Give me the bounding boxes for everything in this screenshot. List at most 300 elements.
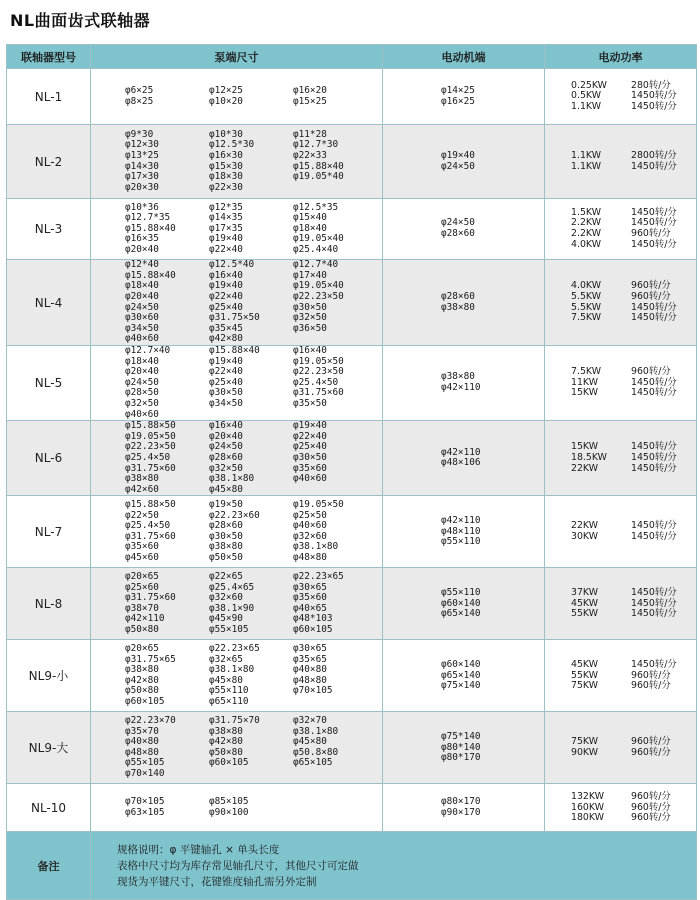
table-body bbox=[7, 69, 697, 832]
power-rpm: 960转/分 bbox=[631, 228, 671, 239]
table-row bbox=[7, 496, 697, 568]
pump-size-columns bbox=[91, 346, 382, 420]
pump-size-value: φ34×50 bbox=[209, 397, 243, 409]
pump-size-value: φ19×50 bbox=[209, 499, 243, 511]
motor-size-value: φ38×80 bbox=[441, 371, 475, 383]
motor-size-cell bbox=[383, 260, 545, 346]
header-model: 联轴器型号 bbox=[7, 45, 91, 69]
pump-size-cell bbox=[91, 496, 383, 568]
pump-size-value: φ42×60 bbox=[125, 483, 159, 495]
pump-size-value: φ25.4×40 bbox=[293, 243, 339, 255]
pump-size-value: φ22×40 bbox=[209, 290, 243, 302]
pump-size-value: φ19.05×50 bbox=[125, 430, 176, 442]
pump-size-value: φ45×80 bbox=[209, 483, 243, 495]
pump-size-value: φ42×80 bbox=[209, 736, 243, 748]
power-kw: 15KW bbox=[571, 441, 599, 453]
motor-size-value: φ28×60 bbox=[441, 228, 475, 239]
power-entry bbox=[571, 609, 696, 620]
pump-size-value: φ15×30 bbox=[209, 160, 243, 172]
power-cell bbox=[545, 346, 697, 421]
pump-size-value: φ30×60 bbox=[125, 312, 159, 324]
pump-size-column bbox=[293, 644, 381, 708]
power-kw: 7.5KW bbox=[571, 312, 601, 324]
power-entry bbox=[571, 532, 696, 543]
pump-size-value: φ38.1×80 bbox=[293, 541, 339, 553]
pump-size-value: φ42×80 bbox=[125, 674, 159, 686]
header-motor-end: 电动机端 bbox=[383, 45, 545, 69]
pump-size-value: φ20×40 bbox=[125, 290, 159, 302]
power-kw: 180KW bbox=[571, 812, 604, 824]
pump-size-column bbox=[125, 86, 209, 107]
pump-size-value: φ70×105 bbox=[293, 685, 333, 697]
motor-size-value: φ60×140 bbox=[441, 597, 481, 609]
power-kw: 132KW bbox=[571, 790, 604, 802]
power-kw: 22KW bbox=[571, 462, 599, 474]
motor-size-value: φ48×106 bbox=[441, 457, 481, 469]
power-kw: 160KW bbox=[571, 801, 604, 813]
pump-size-value: φ55×110 bbox=[209, 685, 249, 697]
power-kw: 1.1KW bbox=[571, 160, 601, 172]
pump-size-value: φ38×80 bbox=[125, 473, 159, 485]
pump-size-value: φ15×25 bbox=[293, 95, 327, 107]
table-row bbox=[7, 346, 697, 421]
power-rpm: 280转/分 bbox=[631, 79, 671, 91]
pump-size-value: φ20×65 bbox=[125, 571, 159, 583]
pump-size-value: φ28×50 bbox=[125, 387, 159, 399]
pump-size-value: φ16×40 bbox=[209, 269, 243, 281]
power-rpm: 1450转/分 bbox=[631, 312, 677, 324]
power-rpm: 2800转/分 bbox=[631, 149, 677, 161]
pump-size-value: φ25.4×50 bbox=[293, 376, 339, 388]
pump-size-cell bbox=[91, 421, 383, 496]
pump-size-value: φ45×80 bbox=[293, 736, 327, 748]
power-rpm: 960转/分 bbox=[631, 366, 671, 378]
pump-size-value: φ30×50 bbox=[293, 301, 327, 313]
power-rpm: 960转/分 bbox=[631, 801, 671, 813]
motor-size-value: φ28×60 bbox=[441, 290, 475, 302]
pump-size-value: φ50×50 bbox=[209, 552, 243, 563]
header-power: 电动功率 bbox=[545, 45, 697, 69]
pump-size-value: φ48*103 bbox=[293, 613, 333, 625]
pump-size-value: φ25.4×50 bbox=[125, 451, 171, 463]
pump-size-value: φ12.5*30 bbox=[209, 139, 255, 151]
pump-size-value: φ32×65 bbox=[209, 653, 243, 665]
motor-size-value: φ42×110 bbox=[441, 446, 481, 458]
table-row bbox=[7, 568, 697, 640]
pump-size-value: φ25×40 bbox=[209, 301, 243, 313]
pump-size-value: φ55×105 bbox=[209, 624, 249, 635]
power-rpm: 960转/分 bbox=[631, 669, 671, 681]
pump-size-value: φ31.75×65 bbox=[125, 653, 176, 665]
table-row bbox=[7, 640, 697, 712]
motor-size-value: φ60×140 bbox=[441, 658, 481, 670]
motor-size-cell bbox=[383, 712, 545, 784]
pump-size-value: φ60×105 bbox=[125, 696, 165, 707]
pump-size-value: φ32×70 bbox=[293, 715, 327, 727]
power-kw: 5.5KW bbox=[571, 290, 601, 302]
model-cell: NL-5 bbox=[7, 346, 91, 421]
note-line: 表格中尺寸均为库存常见轴孔尺寸，其他尺寸可定做 bbox=[117, 859, 359, 872]
pump-size-column bbox=[293, 260, 381, 345]
table-row bbox=[7, 421, 697, 496]
pump-size-columns bbox=[91, 500, 382, 564]
pump-size-value: φ40×60 bbox=[125, 408, 159, 420]
pump-size-column bbox=[293, 572, 381, 636]
pump-size-columns bbox=[91, 572, 382, 636]
note-text bbox=[91, 832, 697, 900]
pump-size-value: φ25×40 bbox=[293, 441, 327, 453]
motor-size-value: φ75*140 bbox=[441, 730, 481, 742]
model-cell: NL-8 bbox=[7, 568, 91, 640]
model-cell: NL9-大 bbox=[7, 712, 91, 784]
pump-size-value: φ16×40 bbox=[209, 420, 243, 432]
pump-size-value: φ25×50 bbox=[293, 509, 327, 521]
pump-size-value: φ32×50 bbox=[293, 312, 327, 324]
pump-size-column bbox=[125, 500, 209, 564]
pump-size-value: φ35×60 bbox=[293, 462, 327, 474]
pump-size-value: φ25.4×50 bbox=[125, 520, 171, 532]
motor-size-value: φ38×80 bbox=[441, 301, 475, 313]
pump-size-value: φ32×60 bbox=[209, 592, 243, 604]
pump-size-value: φ35×50 bbox=[293, 397, 327, 409]
power-rpm: 960转/分 bbox=[631, 736, 671, 748]
pump-size-value: φ15.88×50 bbox=[125, 499, 176, 511]
power-entry bbox=[571, 453, 696, 464]
motor-size-value: φ16×25 bbox=[441, 95, 475, 107]
power-kw: 55KW bbox=[571, 608, 599, 620]
power-kw: 4.0KW bbox=[571, 238, 601, 250]
pump-size-columns bbox=[91, 260, 382, 345]
pump-size-value: φ22.23×50 bbox=[293, 290, 344, 302]
motor-size-value: φ55×110 bbox=[441, 536, 481, 548]
pump-size-value: φ45×80 bbox=[209, 674, 243, 686]
pump-size-value: φ35×45 bbox=[209, 322, 243, 334]
power-kw: 1.5KW bbox=[571, 206, 601, 218]
pump-size-value: φ19.05*40 bbox=[293, 171, 344, 183]
pump-size-columns bbox=[91, 203, 382, 256]
power-kw: 4.0KW bbox=[571, 280, 601, 292]
motor-size-value: φ80*140 bbox=[441, 741, 481, 753]
pump-size-value: φ19×40 bbox=[209, 233, 243, 245]
pump-size-column bbox=[125, 716, 209, 780]
pump-size-value: φ18×30 bbox=[209, 171, 243, 183]
pump-size-value: φ16×35 bbox=[125, 233, 159, 245]
power-kw: 22KW bbox=[571, 520, 599, 532]
table-row bbox=[7, 69, 697, 125]
power-kw: 75KW bbox=[571, 680, 599, 692]
pump-size-value: φ31.75×60 bbox=[125, 530, 176, 542]
model-cell: NL-10 bbox=[7, 784, 91, 832]
pump-size-column bbox=[293, 797, 381, 818]
pump-size-value: φ50×80 bbox=[125, 685, 159, 697]
pump-size-column bbox=[125, 644, 209, 708]
pump-size-value: φ38×80 bbox=[209, 541, 243, 553]
pump-size-value: φ38.1×90 bbox=[209, 602, 255, 614]
pump-size-value: φ20×40 bbox=[125, 243, 159, 255]
pump-size-column bbox=[209, 797, 293, 818]
pump-size-cell bbox=[91, 260, 383, 346]
pump-size-value: φ40×60 bbox=[293, 473, 327, 485]
model-cell: NL-4 bbox=[7, 260, 91, 346]
pump-size-column bbox=[293, 716, 381, 780]
pump-size-value: φ22.23×70 bbox=[125, 715, 176, 727]
pump-size-value: φ60×105 bbox=[293, 624, 333, 635]
motor-size-cell bbox=[383, 69, 545, 125]
power-rpm: 1450转/分 bbox=[631, 586, 677, 598]
pump-size-column bbox=[209, 500, 293, 564]
pump-size-value: φ15.88×40 bbox=[293, 160, 344, 172]
pump-size-value: φ38×80 bbox=[209, 725, 243, 737]
power-entry bbox=[571, 388, 696, 399]
power-cell bbox=[545, 568, 697, 640]
pump-size-value: φ15×40 bbox=[293, 212, 327, 224]
pump-size-column bbox=[209, 260, 293, 345]
motor-size-cell bbox=[383, 421, 545, 496]
power-entry bbox=[571, 240, 696, 251]
pump-size-column bbox=[125, 421, 209, 495]
pump-size-value: φ48×80 bbox=[125, 746, 159, 758]
pump-size-value: φ10*30 bbox=[209, 128, 243, 140]
pump-size-value: φ55×105 bbox=[125, 757, 165, 769]
pump-size-value: φ31.75×60 bbox=[125, 462, 176, 474]
pump-size-value: φ22.23×60 bbox=[209, 509, 260, 521]
note-line: 现货为平键尺寸，花键锥度轴孔需另外定制 bbox=[117, 875, 317, 888]
pump-size-value: φ25×60 bbox=[125, 581, 159, 593]
motor-size-value: φ24×50 bbox=[441, 217, 475, 229]
power-entry bbox=[571, 588, 696, 599]
pump-size-value: φ32×60 bbox=[293, 530, 327, 542]
motor-size-cell bbox=[383, 568, 545, 640]
pump-size-column bbox=[125, 797, 209, 818]
power-cell bbox=[545, 260, 697, 346]
motor-size-cell bbox=[383, 784, 545, 832]
power-kw: 1.1KW bbox=[571, 149, 601, 161]
pump-size-column bbox=[293, 421, 381, 495]
power-rpm: 1450转/分 bbox=[631, 530, 677, 542]
pump-size-value: φ12*40 bbox=[125, 259, 159, 271]
pump-size-column bbox=[293, 86, 381, 107]
pump-size-column bbox=[293, 500, 381, 564]
motor-size-value: φ80*170 bbox=[441, 752, 481, 764]
pump-size-value: φ17×30 bbox=[125, 171, 159, 183]
pump-size-value: φ17×35 bbox=[209, 222, 243, 234]
motor-size-cell bbox=[383, 640, 545, 712]
model-cell: NL-1 bbox=[7, 69, 91, 125]
pump-size-value: φ48×80 bbox=[293, 552, 327, 563]
pump-size-value: φ48×80 bbox=[293, 674, 327, 686]
power-entry bbox=[571, 102, 696, 113]
model-cell: NL-2 bbox=[7, 125, 91, 199]
pump-size-value: φ12.5*35 bbox=[293, 201, 339, 213]
note-label: 备注 bbox=[7, 832, 91, 900]
pump-size-value: φ45×90 bbox=[209, 613, 243, 625]
pump-size-cell bbox=[91, 69, 383, 125]
pump-size-value: φ32×50 bbox=[125, 397, 159, 409]
motor-size-value: φ65×140 bbox=[441, 608, 481, 620]
pump-size-value: φ30×50 bbox=[293, 451, 327, 463]
power-rpm: 1450转/分 bbox=[631, 217, 677, 229]
power-rpm: 1450转/分 bbox=[631, 658, 677, 670]
pump-size-value: φ19.05×40 bbox=[293, 233, 344, 245]
pump-size-value: φ40×60 bbox=[293, 520, 327, 532]
pump-size-value: φ40×65 bbox=[293, 602, 327, 614]
pump-size-column bbox=[209, 346, 293, 420]
power-cell bbox=[545, 712, 697, 784]
pump-size-value: φ38×70 bbox=[125, 602, 159, 614]
pump-size-value: φ22.23×50 bbox=[125, 441, 176, 453]
pump-size-value: φ38×80 bbox=[125, 664, 159, 676]
pump-size-value: φ22×30 bbox=[209, 181, 243, 193]
pump-size-value: φ6×25 bbox=[125, 84, 154, 96]
power-entry bbox=[571, 681, 696, 692]
model-cell: NL-3 bbox=[7, 199, 91, 260]
table-row bbox=[7, 784, 697, 832]
pump-size-value: φ19×40 bbox=[209, 280, 243, 292]
power-rpm: 1450转/分 bbox=[631, 451, 677, 463]
pump-size-cell bbox=[91, 199, 383, 260]
power-kw: 0.25KW bbox=[571, 79, 607, 91]
pump-size-value: φ38.1×80 bbox=[293, 725, 339, 737]
pump-size-value: φ16×30 bbox=[209, 149, 243, 161]
power-kw: 45KW bbox=[571, 597, 599, 609]
pump-size-cell bbox=[91, 346, 383, 421]
pump-size-value: φ20×65 bbox=[125, 643, 159, 655]
pump-size-value: φ30×65 bbox=[293, 581, 327, 593]
motor-size-value: φ14×25 bbox=[441, 84, 475, 96]
power-entry bbox=[571, 792, 696, 803]
pump-size-column bbox=[209, 86, 293, 107]
pump-size-value: φ20×40 bbox=[125, 366, 159, 378]
pump-size-value: φ31.75×50 bbox=[209, 312, 260, 324]
pump-size-value: φ34×50 bbox=[125, 322, 159, 334]
motor-size-value: φ80×170 bbox=[441, 796, 481, 808]
power-rpm: 1450转/分 bbox=[631, 387, 677, 399]
pump-size-column bbox=[125, 130, 209, 194]
power-rpm: 960转/分 bbox=[631, 812, 671, 824]
pump-size-value: φ11*28 bbox=[293, 128, 327, 140]
pump-size-value: φ30×50 bbox=[209, 387, 243, 399]
power-rpm: 1450转/分 bbox=[631, 238, 677, 250]
power-kw: 90KW bbox=[571, 746, 599, 758]
motor-size-cell bbox=[383, 125, 545, 199]
motor-size-cell bbox=[383, 346, 545, 421]
power-rpm: 1450转/分 bbox=[631, 462, 677, 474]
power-rpm: 1450转/分 bbox=[631, 608, 677, 620]
pump-size-value: φ50×80 bbox=[125, 624, 159, 635]
pump-size-columns bbox=[91, 716, 382, 780]
power-rpm: 1450转/分 bbox=[631, 160, 677, 172]
pump-size-value: φ22×40 bbox=[209, 366, 243, 378]
motor-size-value: φ55×110 bbox=[441, 586, 481, 598]
pump-size-value: φ70×105 bbox=[125, 796, 165, 808]
pump-size-value: φ15.88×40 bbox=[125, 222, 176, 234]
power-entry bbox=[571, 151, 696, 162]
pump-size-value: φ32×50 bbox=[209, 462, 243, 474]
pump-size-value: φ35×70 bbox=[125, 725, 159, 737]
pump-size-value: φ12.7*40 bbox=[293, 259, 339, 271]
pump-size-value: φ85×105 bbox=[209, 796, 249, 808]
motor-size-cell bbox=[383, 199, 545, 260]
motor-size-value: φ24×50 bbox=[441, 160, 475, 172]
pump-size-value: φ38.1×80 bbox=[209, 473, 255, 485]
pump-size-cell bbox=[91, 784, 383, 832]
model-cell: NL-6 bbox=[7, 421, 91, 496]
pump-size-column bbox=[125, 203, 209, 256]
pump-size-value: φ24×50 bbox=[125, 376, 159, 388]
pump-size-value: φ28×60 bbox=[209, 451, 243, 463]
pump-size-value: φ38.1×80 bbox=[209, 664, 255, 676]
power-rpm: 1450转/分 bbox=[631, 597, 677, 609]
power-entry bbox=[571, 313, 696, 324]
pump-size-value: φ12×30 bbox=[125, 139, 159, 151]
pump-size-cell bbox=[91, 712, 383, 784]
power-rpm: 960转/分 bbox=[631, 746, 671, 758]
power-kw: 55KW bbox=[571, 669, 599, 681]
pump-size-value: φ16×20 bbox=[293, 84, 327, 96]
pump-size-column bbox=[209, 130, 293, 194]
power-kw: 1.1KW bbox=[571, 100, 601, 112]
pump-size-value: φ42×80 bbox=[209, 333, 243, 345]
pump-size-column bbox=[209, 421, 293, 495]
model-cell: NL9-小 bbox=[7, 640, 91, 712]
pump-size-value: φ35×60 bbox=[125, 541, 159, 553]
power-kw: 75KW bbox=[571, 736, 599, 748]
power-rpm: 1450转/分 bbox=[631, 301, 677, 313]
pump-size-value: φ25.4×65 bbox=[209, 581, 255, 593]
header-pump-end: 泵端尺寸 bbox=[91, 45, 383, 69]
motor-size-value: φ65×140 bbox=[441, 669, 481, 681]
model-cell: NL-7 bbox=[7, 496, 91, 568]
power-rpm: 1450转/分 bbox=[631, 441, 677, 453]
pump-size-value: φ31.75×70 bbox=[209, 715, 260, 727]
pump-size-value: φ35×60 bbox=[293, 592, 327, 604]
pump-size-value: φ15.88×40 bbox=[125, 269, 176, 281]
motor-size-value: φ90×170 bbox=[441, 806, 481, 818]
pump-size-column bbox=[125, 572, 209, 636]
pump-size-value: φ22×40 bbox=[293, 430, 327, 442]
pump-size-value: φ19×40 bbox=[209, 355, 243, 367]
power-cell bbox=[545, 199, 697, 260]
note-row bbox=[7, 832, 697, 900]
table-row bbox=[7, 260, 697, 346]
table-row bbox=[7, 125, 697, 199]
pump-size-value: φ30×65 bbox=[293, 643, 327, 655]
pump-size-value: φ20×40 bbox=[209, 430, 243, 442]
pump-size-value: φ50×80 bbox=[209, 746, 243, 758]
pump-size-column bbox=[293, 203, 381, 256]
power-rpm: 960转/分 bbox=[631, 680, 671, 692]
pump-size-value: φ9*30 bbox=[125, 128, 154, 140]
pump-size-value: φ8×25 bbox=[125, 95, 154, 107]
motor-size-value: φ19×40 bbox=[441, 149, 475, 161]
pump-size-value: φ12×25 bbox=[209, 84, 243, 96]
pump-size-value: φ15.88×40 bbox=[209, 345, 260, 356]
power-kw: 45KW bbox=[571, 658, 599, 670]
pump-size-value: φ19×40 bbox=[293, 420, 327, 432]
pump-size-value: φ14×35 bbox=[209, 212, 243, 224]
table-row bbox=[7, 712, 697, 784]
motor-size-value: φ42×110 bbox=[441, 382, 481, 394]
power-cell bbox=[545, 69, 697, 125]
pump-size-columns bbox=[91, 797, 382, 818]
power-cell bbox=[545, 784, 697, 832]
pump-size-value: φ18×40 bbox=[293, 222, 327, 234]
power-kw: 2.2KW bbox=[571, 217, 601, 229]
pump-size-value: φ35×65 bbox=[293, 653, 327, 665]
pump-size-value: φ17×40 bbox=[293, 269, 327, 281]
coupling-spec-table bbox=[6, 44, 697, 900]
power-kw: 2.2KW bbox=[571, 228, 601, 239]
